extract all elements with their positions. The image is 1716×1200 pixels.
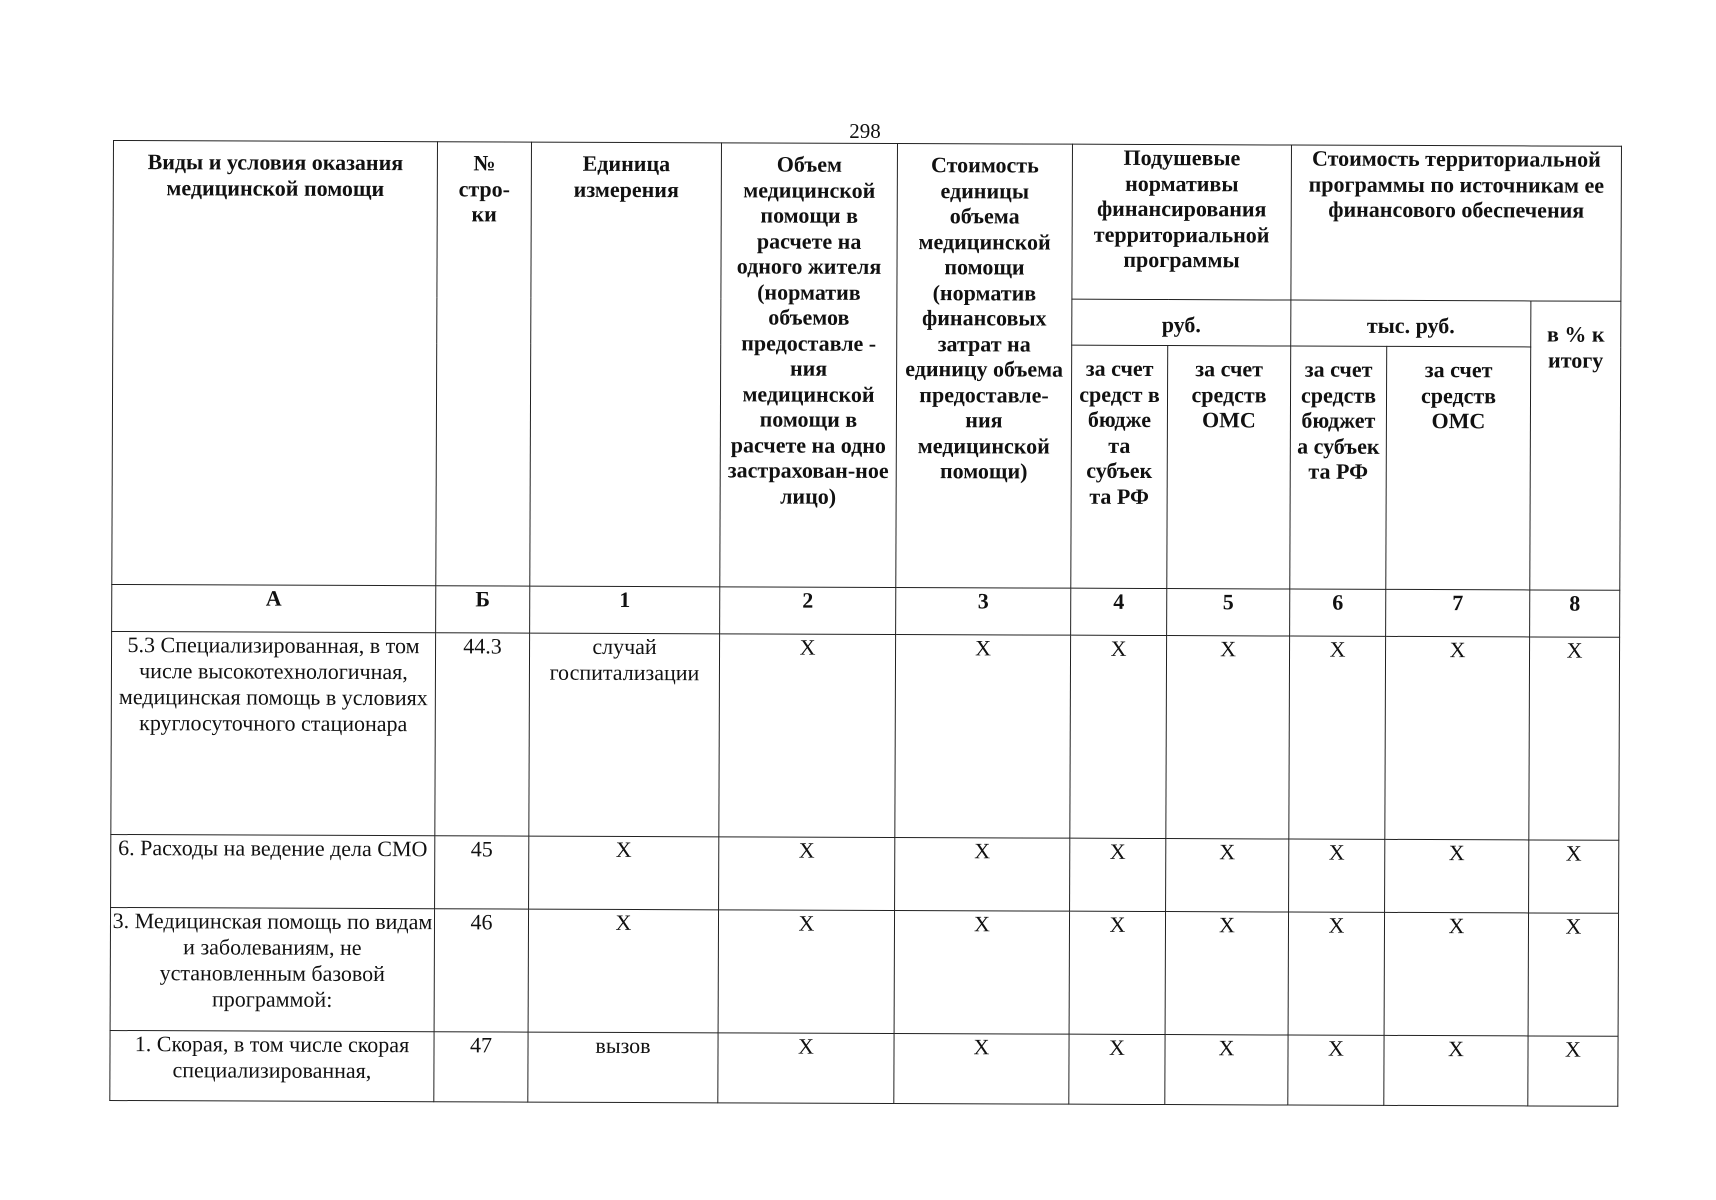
table-row [111,834,1619,913]
row-value: X [1385,636,1530,840]
row-unit: X [529,836,719,910]
header-per-capita-standards: Подушевые нормативы финансирования территориальной программы [1072,144,1292,300]
row-value: X [1528,1036,1618,1106]
row-line-number: 46 [434,909,528,1032]
row-value: X [895,635,1071,839]
index-cell: 4 [1071,588,1167,635]
table-row [111,631,1620,840]
financing-table [109,140,1622,1107]
row-value: X [1069,1034,1165,1104]
row-name: 5.3 Специализированная, в том числе высокотехнологичная, медицинская помощь в условиях круглосуточного стационара [111,631,436,835]
row-line-number: 47 [434,1032,528,1102]
header-unit-cost: Стоимость единицы объема медицинской помощи (норматив финансовых затрат на единицу объема предоставле-ния медицинской помощи) [896,144,1073,589]
row-value: X [1166,636,1290,839]
row-value: X [1069,911,1165,1034]
row-value: X [1166,839,1289,912]
header-unit-thousand-rub: тыс. руб. [1291,300,1531,347]
row-value: X [1288,1035,1384,1105]
index-cell: 7 [1386,589,1530,637]
row-value: X [1165,1035,1288,1105]
header-budget-rub: за счет средст в бюдже та субъек та РФ [1071,345,1168,588]
index-cell: 8 [1530,590,1620,637]
row-value: X [895,838,1070,912]
row-value: X [1289,636,1386,839]
header-budget-thousand-rub: за счет средств бюджет а субъек та РФ [1290,346,1387,589]
row-value: X [718,910,894,1034]
header-volume-per-resident: Объем медицинской помощи в расчете на одного жителя (норматив объемов предоставле - ния медицинской помощи в расчете на одно застрахован-ное лицо) [720,143,898,588]
row-value: X [1070,635,1167,838]
row-value: X [719,634,896,838]
row-value: X [1385,839,1529,913]
row-unit: случай госпитализации [529,633,720,837]
row-value: X [1289,839,1385,912]
header-line-number: № стро-ки [436,142,532,586]
row-value: X [1384,912,1528,1036]
header-program-cost: Стоимость территориальной программы по источникам ее финансового обеспечения [1291,145,1622,301]
row-value: X [894,911,1069,1035]
index-cell: Б [436,586,530,633]
row-value: X [1165,912,1288,1035]
row-value: X [1529,637,1620,840]
header-percent-of-total: в % к итогу [1530,301,1621,590]
row-value: X [1384,1035,1528,1106]
row-value: X [719,837,895,911]
index-cell: 5 [1167,589,1290,636]
header-care-type: Виды и условия оказания медицинской помощи [112,141,438,586]
row-line-number: 45 [435,836,529,909]
header-unit-of-measure: Единица измерения [530,142,722,587]
row-value: X [894,1034,1069,1105]
index-cell: 2 [720,587,896,635]
table-row [110,907,1618,1036]
index-cell: 6 [1290,589,1386,636]
row-unit: вызов [528,1032,718,1103]
row-value: X [1288,912,1384,1035]
header-oms-rub: за счет средств ОМС [1167,346,1291,589]
page-number: 298 [849,119,881,143]
header-unit-rub: руб. [1072,299,1291,346]
row-value: X [1070,838,1166,911]
index-cell: А [112,584,436,632]
index-row [112,584,1620,637]
row-name: 3. Медицинская помощь по видам и заболеваниям, не установленным базовой программой: [110,907,434,1031]
row-unit: X [528,909,718,1033]
index-cell: 1 [530,586,720,634]
row-value: X [1528,913,1618,1036]
row-name: 6. Расходы на ведение дела СМО [111,834,435,908]
row-value: X [1529,840,1619,913]
index-cell: 3 [896,588,1071,636]
row-name: 1. Скорая, в том числе скорая специализированная, [110,1030,434,1101]
header-oms-thousand-rub: за счет средств ОМС [1386,346,1531,590]
row-line-number: 44.3 [435,633,530,836]
table-row [110,1030,1618,1106]
row-value: X [718,1033,894,1104]
